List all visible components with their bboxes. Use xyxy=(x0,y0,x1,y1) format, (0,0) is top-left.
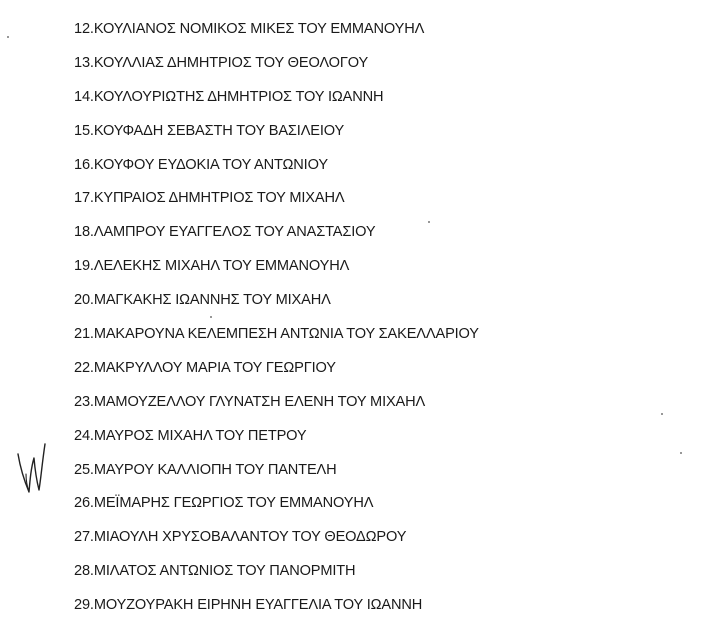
entry-name: ΜΑΓΚΑΚΗΣ ΙΩΑΝΝΗΣ ΤΟΥ ΜΙΧΑΗΛ xyxy=(93,292,331,309)
scan-speck xyxy=(661,413,663,415)
list-item xyxy=(74,561,479,595)
name-list xyxy=(74,19,479,629)
entry-name: ΚΟΥΛΙΑΝΟΣ ΝΟΜΙΚΟΣ ΜΙΚΕΣ ΤΟΥ ΕΜΜΑΝΟΥΗΛ xyxy=(93,21,425,37)
list-item xyxy=(74,53,479,87)
entry-name: ΜΑΥΡΟΥ ΚΑΛΛΙΟΠΗ ΤΟΥ ΠΑΝΤΕΛΗ xyxy=(93,461,337,478)
list-item xyxy=(74,527,479,561)
entry-number: 16. xyxy=(74,156,94,173)
entry-name: ΚΟΥΦΟΥ ΕΥΔΟΚΙΑ ΤΟΥ ΑΝΤΩΝΙΟΥ xyxy=(93,156,328,173)
entry-name: ΚΟΥΦΑΔΗ ΣΕΒΑΣΤΗ ΤΟΥ ΒΑΣΙΛΕΙΟΥ xyxy=(93,122,345,139)
scan-speck xyxy=(428,221,430,223)
entry-number: 23. xyxy=(74,393,94,410)
scan-speck xyxy=(7,36,9,38)
list-item xyxy=(74,256,479,290)
entry-number: 14. xyxy=(74,88,94,105)
entry-name: ΛΑΜΠΡΟΥ ΕΥΑΓΓΕΛΟΣ ΤΟΥ ΑΝΑΣΤΑΣΙΟΥ xyxy=(93,224,376,241)
entry-name: ΜΟΥΖΟΥΡΑΚΗ ΕΙΡΗΝΗ ΕΥΑΓΓΕΛΙΑ ΤΟΥ ΙΩΑΝΝΗ xyxy=(93,597,423,614)
list-item xyxy=(74,595,479,629)
list-item xyxy=(74,87,479,121)
entry-number: 21. xyxy=(74,326,94,343)
list-item xyxy=(74,460,479,494)
entry-number: 20. xyxy=(74,292,94,309)
entry-number: 12. xyxy=(74,21,94,37)
list-item xyxy=(74,493,479,527)
entry-number: 24. xyxy=(74,427,94,444)
entry-name: ΚΥΠΡΑΙΟΣ ΔΗΜΗΤΡΙΟΣ ΤΟΥ ΜΙΧΑΗΛ xyxy=(93,190,345,207)
list-item xyxy=(74,290,479,324)
entry-name: ΜΑΚΡΥΛΛΟΥ ΜΑΡΙΑ ΤΟΥ ΓΕΩΡΓΙΟΥ xyxy=(93,359,336,376)
entry-number: 13. xyxy=(74,54,94,71)
entry-name: ΚΟΥΛΟΥΡΙΩΤΗΣ ΔΗΜΗΤΡΙΟΣ ΤΟΥ ΙΩΑΝΝΗ xyxy=(93,88,384,105)
list-item xyxy=(74,188,479,222)
entry-number: 19. xyxy=(74,258,94,275)
list-item xyxy=(74,222,479,256)
list-item xyxy=(74,155,479,189)
entry-name: ΛΕΛΕΚΗΣ ΜΙΧΑΗΛ ΤΟΥ ΕΜΜΑΝΟΥΗΛ xyxy=(93,258,350,275)
entry-number: 28. xyxy=(74,563,94,580)
entry-number: 25. xyxy=(74,461,94,478)
entry-number: 18. xyxy=(74,224,94,241)
list-item xyxy=(74,358,479,392)
list-item xyxy=(74,426,479,460)
entry-name: ΜΕΪΜΑΡΗΣ ΓΕΩΡΓΙΟΣ ΤΟΥ ΕΜΜΑΝΟΥΗΛ xyxy=(93,495,374,512)
entry-number: 22. xyxy=(74,359,94,376)
entry-name: ΜΙΛΑΤΟΣ ΑΝΤΩΝΙΟΣ ΤΟΥ ΠΑΝΟΡΜΙΤΗ xyxy=(93,563,356,580)
scan-speck xyxy=(210,316,212,318)
entry-name: ΚΟΥΛΛΙΑΣ ΔΗΜΗΤΡΙΟΣ ΤΟΥ ΘΕΟΛΟΓΟΥ xyxy=(93,54,369,71)
entry-name: ΜΙΑΟΥΛΗ ΧΡΥΣΟΒΑΛΑΝΤΟΥ ΤΟΥ ΘΕΟΔΩΡΟΥ xyxy=(93,529,407,546)
entry-name: ΜΑΜΟΥΖΕΛΛΟΥ ΓΛΥΝΑΤΣΗ ΕΛΕΝΗ ΤΟΥ ΜΙΧΑΗΛ xyxy=(93,393,426,410)
entry-name: ΜΑΚΑΡΟΥΝΑ ΚΕΛΕΜΠΕΣΗ ΑΝΤΩΝΙΑ ΤΟΥ ΣΑΚΕΛΛΑΡΙΟΥ xyxy=(93,326,479,343)
entry-number: 29. xyxy=(74,597,94,614)
handwritten-signature xyxy=(12,440,48,496)
entry-name: ΜΑΥΡΟΣ ΜΙΧΑΗΛ ΤΟΥ ΠΕΤΡΟΥ xyxy=(93,427,307,444)
list-item xyxy=(74,392,479,426)
entry-number: 26. xyxy=(74,495,94,512)
entry-number: 27. xyxy=(74,529,94,546)
scan-speck xyxy=(680,452,682,454)
entry-number: 17. xyxy=(74,190,94,207)
list-item xyxy=(74,324,479,358)
list-item xyxy=(74,121,479,155)
list-item xyxy=(74,19,479,53)
entry-number: 15. xyxy=(74,122,94,139)
